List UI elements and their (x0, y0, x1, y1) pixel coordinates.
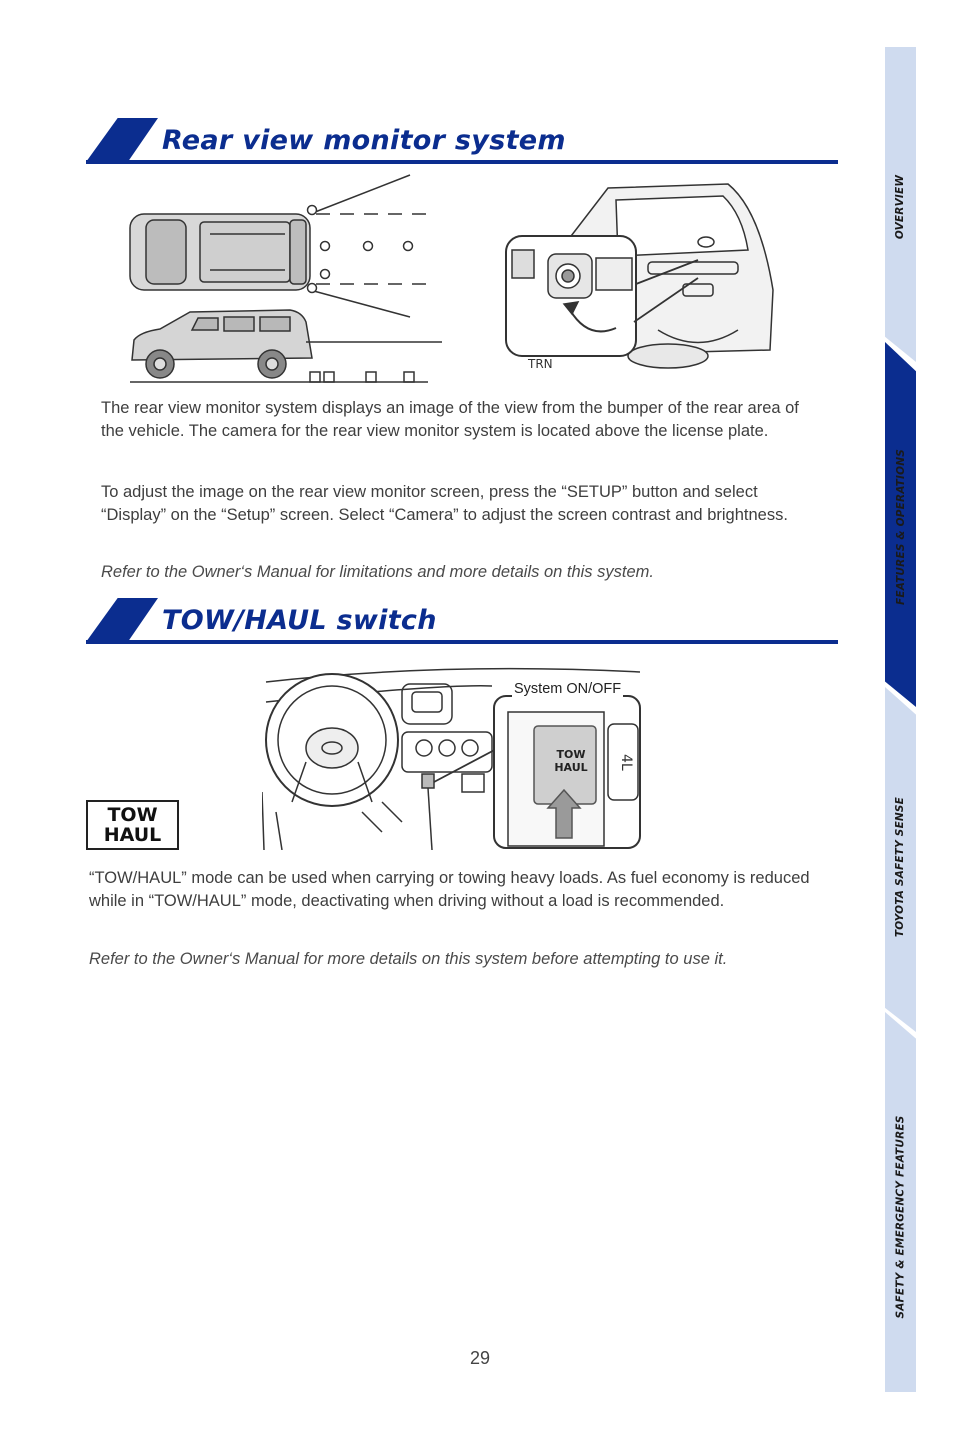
section-header-tab (86, 118, 158, 162)
tow-haul-paragraph: “TOW/HAUL” mode can be used when carrying or towing heavy loads. As fuel economy is reduced while in “TOW/HAUL” mode, deactivating when driving without a load is recommended. (89, 869, 810, 910)
section-header-tab (86, 598, 158, 642)
section-title-rear-view: Rear view monitor system (162, 125, 566, 156)
sidebar-label-features-operations: FEATURES & OPERATIONS (894, 449, 907, 605)
page-number: 29 (469, 1348, 491, 1368)
system-on-off-label: System ON/OFF (514, 681, 622, 697)
section-header-rule (86, 640, 838, 644)
sidebar-label-overview: OVERVIEW (894, 174, 907, 240)
vehicle-camera-view-illustration (120, 172, 450, 387)
rear-view-paragraph-1: The rear view monitor system displays an image of the view from the bumper of the rear area of the vehicle. The camera for the rear view monitor system is located above the license plate. (101, 399, 799, 440)
section-title-tow-haul: TOW/HAUL switch (162, 605, 437, 636)
rear-view-paragraph-2: To adjust the image on the rear view monitor screen, press the “SETUP” button and select “Display” on the “Setup” screen. Select “Camera” to adjust the screen contrast and brightness. (101, 483, 788, 524)
rear-view-section-header (86, 116, 838, 164)
tow-haul-badge-line2: HAUL (103, 824, 162, 846)
tow-haul-badge-line1: TOW (107, 804, 158, 826)
chapter-sidebar (885, 47, 916, 1392)
rear-camera-location-illustration (498, 180, 788, 375)
rear-view-note: Refer to the Owner‘s Manual for limitations and more details on this system. (101, 563, 654, 581)
tow-haul-button-line2: HAUL (554, 761, 588, 774)
svg-text:4L: 4L (618, 754, 634, 771)
sidebar-label-safety-emergency: SAFETY & EMERGENCY FEATURES (894, 1115, 907, 1319)
tow-haul-section-header (86, 596, 838, 644)
sidebar-label-toyota-safety-sense: TOYOTA SAFETY SENSE (894, 796, 907, 938)
section-header-rule (86, 160, 838, 164)
tow-haul-button-label (546, 748, 596, 774)
tow-haul-note: Refer to the Owner‘s Manual for more details on this system before attempting to use it. (89, 950, 728, 968)
tow-haul-badge (86, 800, 179, 850)
tow-haul-button-line1: TOW (556, 748, 586, 761)
svg-text:TRN: TRN (528, 357, 553, 371)
